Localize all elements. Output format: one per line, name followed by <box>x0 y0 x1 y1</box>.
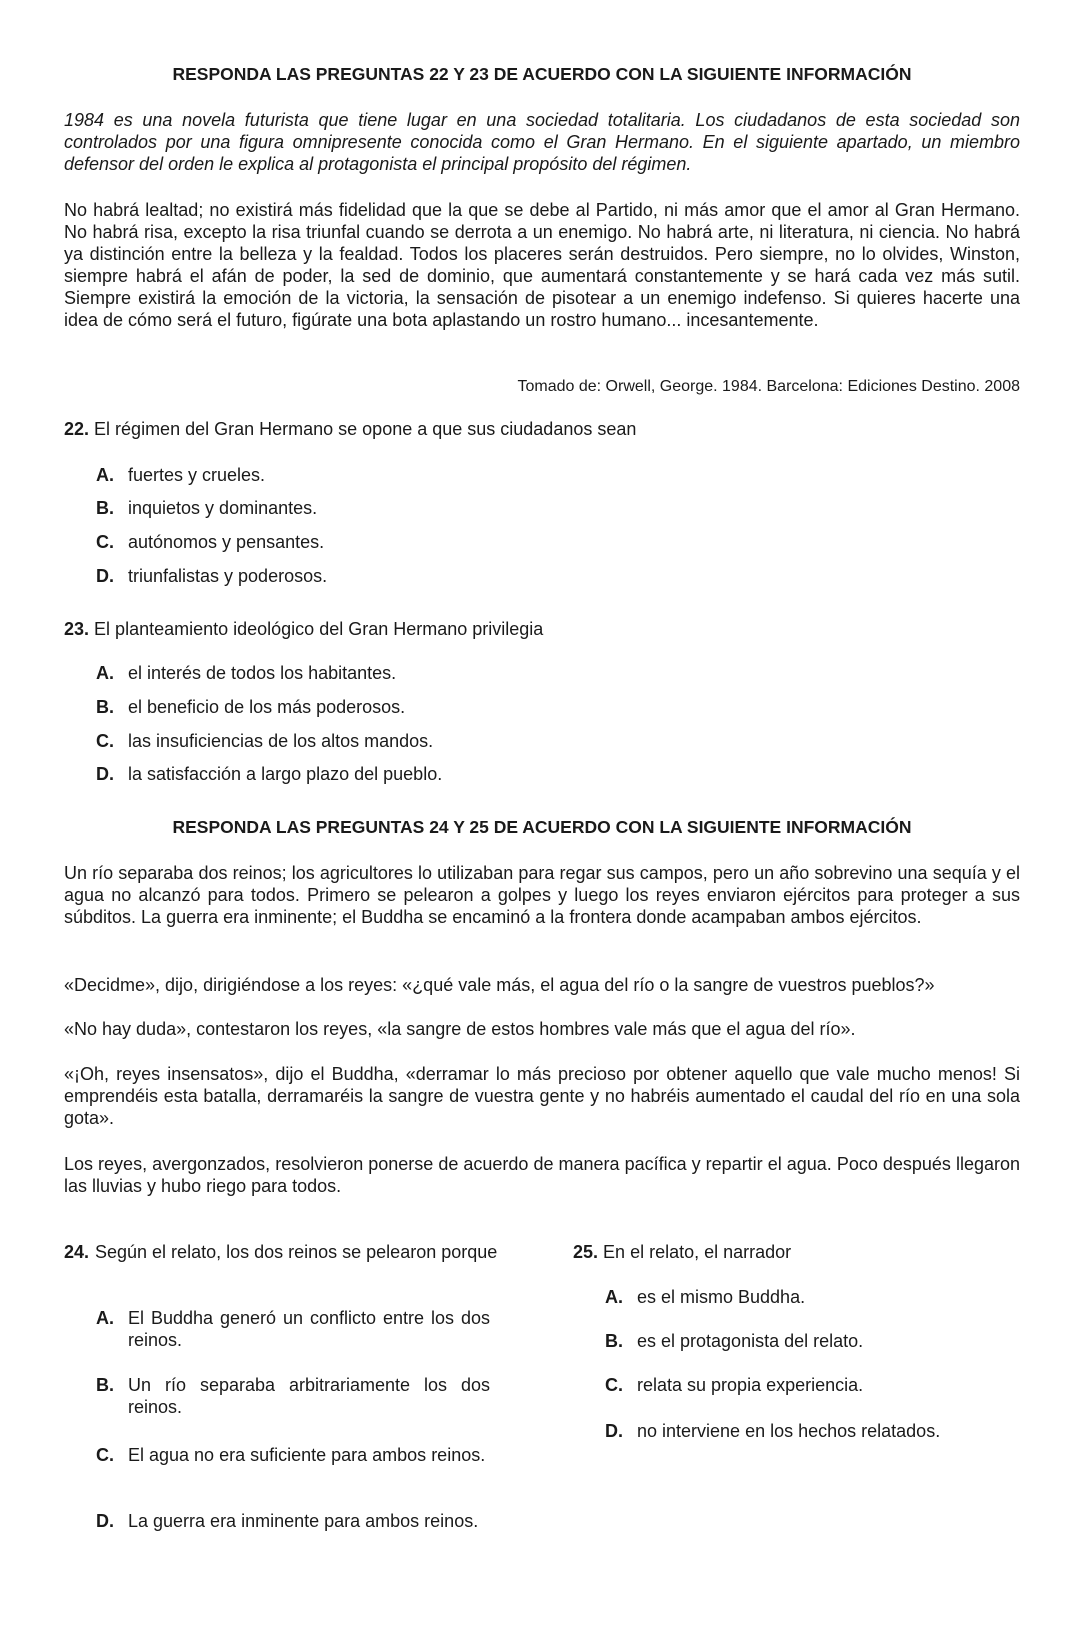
q22-option-d[interactable] <box>96 565 327 587</box>
option-letter: C. <box>96 532 114 552</box>
option-letter: B. <box>605 1331 623 1351</box>
q22-option-b[interactable] <box>96 497 317 519</box>
q23-option-a[interactable] <box>96 662 396 684</box>
option-letter: B. <box>96 498 114 518</box>
option-text: es el protagonista del relato. <box>637 1331 864 1351</box>
option-letter: B. <box>96 1375 114 1395</box>
option-letter: A. <box>96 465 114 485</box>
option-text: La guerra era inminente para ambos reinos. <box>128 1511 479 1531</box>
story-paragraph-3: «No hay duda», contestaron los reyes, «la sangre de estos hombres vale más que el agua del río». <box>64 1019 856 1039</box>
section-title-24-25: RESPONDA LAS PREGUNTAS 24 Y 25 DE ACUERDO CON LA SIGUIENTE INFORMACIÓN <box>172 817 912 837</box>
option-letter: C. <box>96 731 114 751</box>
question-22 <box>64 418 636 440</box>
option-text: autónomos y pensantes. <box>128 532 325 552</box>
option-letter: D. <box>605 1421 623 1441</box>
question-text: El planteamiento ideológico del Gran Hermano privilegia <box>94 619 544 639</box>
q24-option-a[interactable] <box>96 1307 490 1351</box>
question-number: 23. <box>64 619 90 639</box>
q25-option-a[interactable] <box>605 1286 805 1308</box>
story-paragraph-5: Los reyes, avergonzados, resolvieron ponerse de acuerdo de manera pacífica y repartir el agua. Poco después llegaron las lluvias y hubo riego para todos. <box>64 1154 1020 1196</box>
option-text: fuertes y crueles. <box>128 465 266 485</box>
option-letter: C. <box>605 1375 623 1395</box>
q22-option-c[interactable] <box>96 531 324 553</box>
question-24 <box>64 1241 519 1263</box>
source-citation: Tomado de: Orwell, George. 1984. Barcelona: Ediciones Destino. 2008 <box>517 378 1020 395</box>
option-text: inquietos y dominantes. <box>128 498 318 518</box>
option-letter: A. <box>605 1287 623 1307</box>
option-letter: D. <box>96 1511 114 1531</box>
option-text: no interviene en los hechos relatados. <box>637 1421 941 1441</box>
option-letter: D. <box>96 566 114 586</box>
q25-option-b[interactable] <box>605 1330 863 1352</box>
option-letter: C. <box>96 1445 114 1465</box>
option-text: El agua no era suficiente para ambos reinos. <box>128 1445 486 1465</box>
option-text: el interés de todos los habitantes. <box>128 663 397 683</box>
option-text: triunfalistas y poderosos. <box>128 566 328 586</box>
question-number: 24. <box>64 1242 90 1262</box>
q22-option-a[interactable] <box>96 464 265 486</box>
question-text: Según el relato, los dos reinos se pelearon porque <box>95 1242 498 1262</box>
option-text: las insuficiencias de los altos mandos. <box>128 731 434 751</box>
passage-1984: No habrá lealtad; no existirá más fidelidad que la que se debe al Partido, ni más amor que el amor al Gran Hermano. No habrá risa, excepto la risa triunfal cuando se derrota a un enemigo. No habrá arte, ni literatura, ni ciencia. No habrá ya distinción entre la belleza y la fealdad. Todos los placeres serán destruidos. Pero siempre, no lo olvides, Winston, siempre habrá el afán de poder, la sed de dominio, que aumentará constantemente y se hará cada vez más sutil. Siempre existirá la emoción de la victoria, la sensación de pisotear a un enemigo indefenso. Si quieres hacerte una idea de cómo será el futuro, figúrate una bota aplastando un rostro humano... incesantemente. <box>64 200 1020 330</box>
option-letter: D. <box>96 764 114 784</box>
q25-option-d[interactable] <box>605 1420 940 1442</box>
q24-option-d[interactable] <box>96 1510 516 1532</box>
section-title-22-23: RESPONDA LAS PREGUNTAS 22 Y 23 DE ACUERDO CON LA SIGUIENTE INFORMACIÓN <box>172 64 912 84</box>
q25-option-c[interactable] <box>605 1374 863 1396</box>
q24-option-c[interactable] <box>96 1444 490 1466</box>
question-number: 22. <box>64 419 90 439</box>
option-text: El Buddha generó un conflicto entre los dos reinos. <box>128 1308 490 1350</box>
intro-paragraph: 1984 es una novela futurista que tiene lugar en una sociedad totalitaria. Los ciudadanos de esta sociedad son controlados por una figura omnipresente conocida como el Gran Hermano. En el siguiente apartado, un miembro defensor del orden le explica al protagonista el principal propósito del régimen. <box>64 110 1020 174</box>
option-letter: A. <box>96 663 114 683</box>
question-number: 25. <box>573 1242 599 1262</box>
story-paragraph-1: Un río separaba dos reinos; los agricultores lo utilizaban para regar sus campos, pero un año sobrevino una sequía y el agua no alcanzó para todos. Primero se pelearon a golpes y luego los reyes enviaron ejércitos para proteger a sus súbditos. La guerra era inminente; el Buddha se encaminó a la frontera donde acampaban ambos ejércitos. <box>64 863 1020 927</box>
q23-option-c[interactable] <box>96 730 433 752</box>
option-text: la satisfacción a largo plazo del pueblo. <box>128 764 443 784</box>
option-text: relata su propia experiencia. <box>637 1375 864 1395</box>
q24-option-b[interactable] <box>96 1374 490 1418</box>
option-letter: A. <box>96 1308 114 1328</box>
option-letter: B. <box>96 697 114 717</box>
question-25 <box>573 1241 791 1263</box>
option-text: Un río separaba arbitrariamente los dos reinos. <box>128 1375 490 1417</box>
q23-option-b[interactable] <box>96 696 405 718</box>
story-paragraph-4: «¡Oh, reyes insensatos», dijo el Buddha, «derramar lo más precioso por obtener aquello que vale mucho menos! Si emprendéis esta batalla, derramaréis la sangre de vuestra gente y no habréis aumentado el caudal del río en una sola gota». <box>64 1064 1020 1128</box>
q23-option-d[interactable] <box>96 763 442 785</box>
option-text: es el mismo Buddha. <box>637 1287 806 1307</box>
option-text: el beneficio de los más poderosos. <box>128 697 406 717</box>
story-paragraph-2: «Decidme», dijo, dirigiéndose a los reyes: «¿qué vale más, el agua del río o la sangre de vuestros pueblos?» <box>64 975 935 995</box>
question-text: En el relato, el narrador <box>603 1242 792 1262</box>
question-23 <box>64 618 543 640</box>
question-text: El régimen del Gran Hermano se opone a que sus ciudadanos sean <box>94 419 637 439</box>
